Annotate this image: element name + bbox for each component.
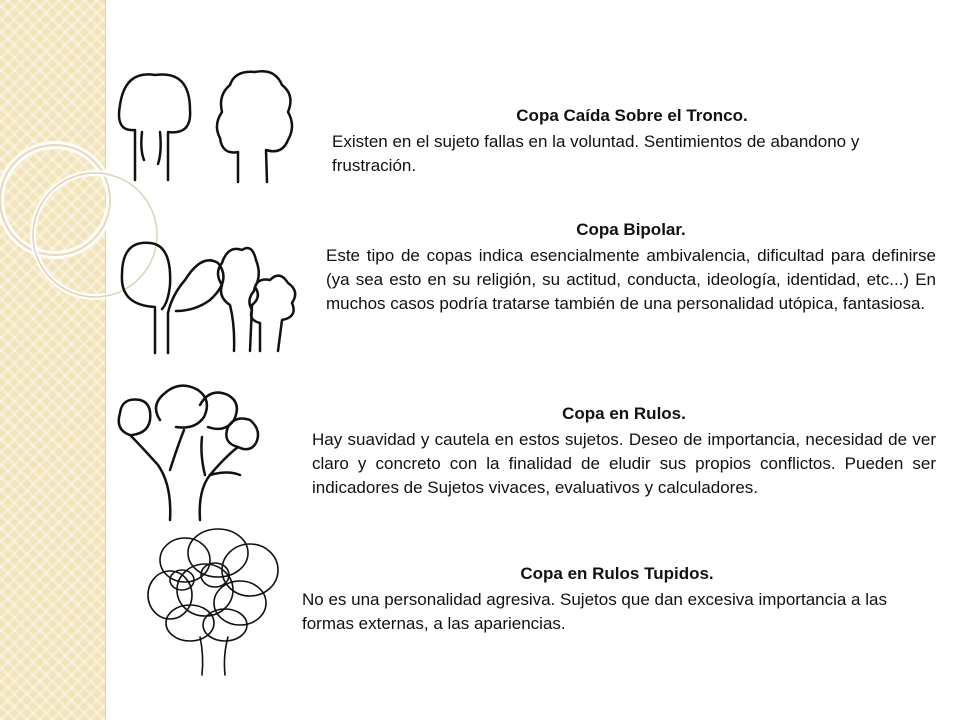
section-title: Copa en Rulos Tupidos.: [520, 564, 714, 583]
section-title: Copa en Rulos.: [562, 404, 686, 423]
section-body: Este tipo de copas indica esencialmente ambivalencia, dificultad para definirse (ya sea esto en su religión, su actitud, conducta, ideología, identidad, etc...) En muchos casos podría tratarse también de una personalidad utópica, fantasiosa.: [326, 246, 936, 313]
section-body: Hay suavidad y cautela en estos sujetos. Deseo de importancia, necesidad de ver claro y concreto con la finalidad de eludir sus propios conflictos. Pueden ser indicadores de Sujetos vivaces, evaluativos y calculadores.: [312, 430, 936, 497]
section-title: Copa Bipolar.: [576, 220, 686, 239]
section-body: No es una personalidad agresiva. Sujetos que dan excesiva importancia a las formas externas, a las apariencias.: [302, 590, 887, 633]
bipolar-crown-trees-icon: [110, 225, 305, 360]
dense-curly-crown-tree-icon: [140, 525, 290, 685]
curly-crown-tree-icon: [110, 375, 290, 525]
drooping-crown-trees-icon: [110, 60, 305, 190]
section-title: Copa Caída Sobre el Tronco.: [516, 106, 748, 125]
section-body: Existen en el sujeto fallas en la voluntad. Sentimientos de abandono y frustración.: [332, 132, 860, 175]
